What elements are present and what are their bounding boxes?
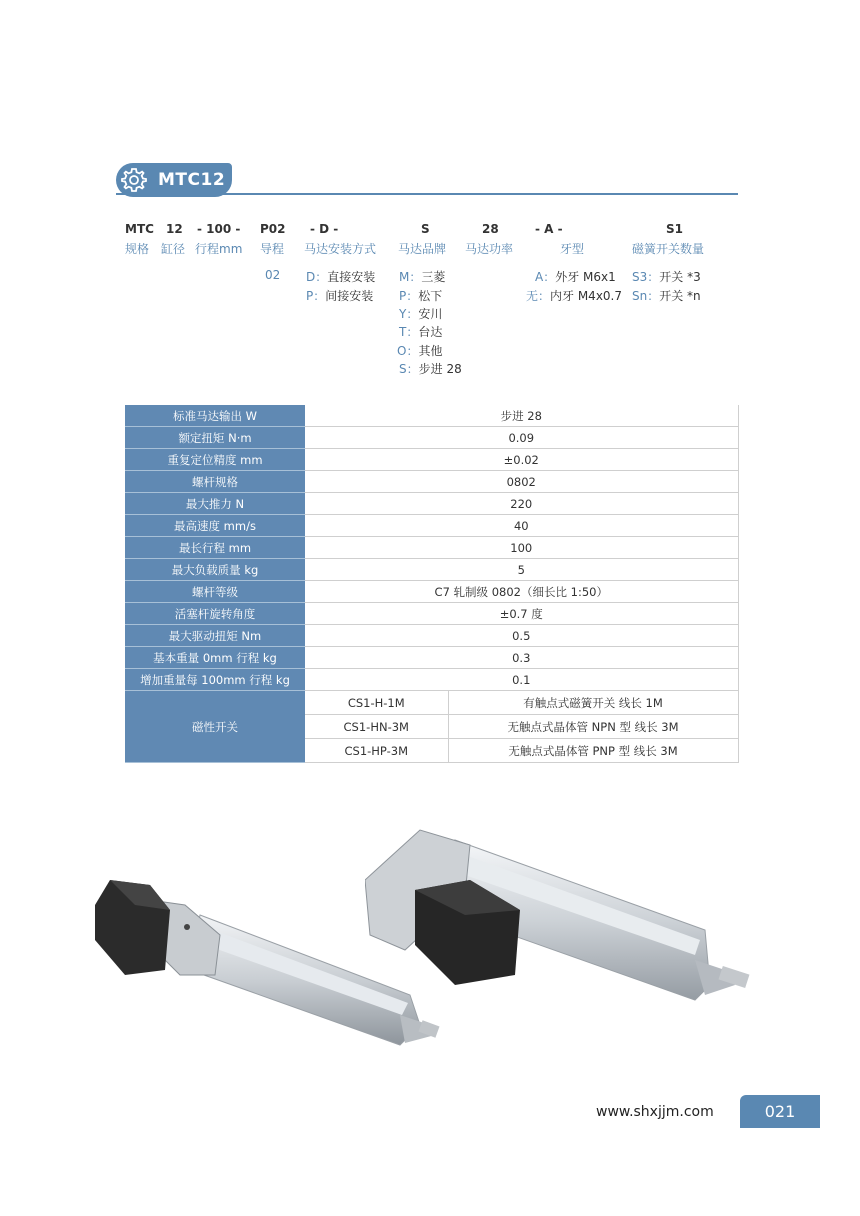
footer-url: www.shxjjm.com <box>596 1104 714 1120</box>
label-bore: 缸径 <box>161 242 186 256</box>
switch-description: 有触点式磁簧开关 线长 1M <box>448 691 738 715</box>
label-lead: 导程 <box>260 242 285 256</box>
label-thread: 牙型 <box>560 242 585 256</box>
spec-value: 40 <box>305 515 738 537</box>
spec-label: 增加重量每 100mm 行程 kg <box>125 669 305 691</box>
code-thread: - A - <box>535 222 563 236</box>
spec-value: 220 <box>305 493 738 515</box>
label-power: 马达功率 <box>465 242 514 256</box>
code-switch: S1 <box>666 222 683 236</box>
spec-value: 0.09 <box>305 427 738 449</box>
spec-value: 0.3 <box>305 647 738 669</box>
spec-value: C7 轧制级 0802（细长比 1:50） <box>305 581 738 603</box>
spec-label: 标准马达输出 W <box>125 405 305 427</box>
code-stroke: - 100 - <box>197 222 241 236</box>
option-brand-t: T：台达 <box>399 325 443 339</box>
spec-label: 最大驱动扭矩 Nm <box>125 625 305 647</box>
option-lead: 02 <box>265 268 281 282</box>
spec-row <box>125 559 738 581</box>
spec-row <box>125 537 738 559</box>
option-switch-s3: S3：开关 *3 <box>632 270 701 284</box>
spec-row <box>125 625 738 647</box>
option-switch-sn: Sn：开关 *n <box>632 289 701 303</box>
spec-row <box>125 603 738 625</box>
switch-model: CS1-HN-3M <box>305 715 448 739</box>
spec-row <box>125 515 738 537</box>
switch-description: 无触点式晶体管 NPN 型 线长 3M <box>448 715 738 739</box>
label-mount: 马达安装方式 <box>304 242 377 256</box>
code-bore: 12 <box>166 222 183 236</box>
code-brand: S <box>421 222 430 236</box>
spec-label: 最长行程 mm <box>125 537 305 559</box>
code-spec: MTC <box>125 222 154 236</box>
option-thread-a: A：外牙 M6x1 <box>535 270 616 284</box>
spec-row <box>125 471 738 493</box>
spec-value: 步进 28 <box>305 405 738 427</box>
code-lead: P02 <box>260 222 286 236</box>
spec-label: 基本重量 0mm 行程 kg <box>125 647 305 669</box>
spec-label: 最大负载质量 kg <box>125 559 305 581</box>
spec-value: ±0.7 度 <box>305 603 738 625</box>
spec-row <box>125 493 738 515</box>
switch-model: CS1-H-1M <box>305 691 448 715</box>
spec-row <box>125 669 738 691</box>
label-spec: 规格 <box>125 242 150 256</box>
spec-value: ±0.02 <box>305 449 738 471</box>
label-brand: 马达品牌 <box>398 242 447 256</box>
spec-value: 0802 <box>305 471 738 493</box>
gear-icon <box>120 166 148 194</box>
spec-row <box>125 581 738 603</box>
switch-model: CS1-HP-3M <box>305 739 448 763</box>
spec-label: 重复定位精度 mm <box>125 449 305 471</box>
switch-description: 无触点式晶体管 PNP 型 线长 3M <box>448 739 738 763</box>
switch-row <box>125 691 738 715</box>
spec-value: 100 <box>305 537 738 559</box>
spec-label: 活塞杆旋转角度 <box>125 603 305 625</box>
spec-label: 最高速度 mm/s <box>125 515 305 537</box>
page-title: MTC12 <box>158 170 226 190</box>
spec-row <box>125 449 738 471</box>
spec-row <box>125 647 738 669</box>
spec-value: 0.1 <box>305 669 738 691</box>
spec-label: 额定扭矩 N·m <box>125 427 305 449</box>
page-number: 021 <box>764 1102 796 1121</box>
spec-row <box>125 405 738 427</box>
spec-label: 螺杆等级 <box>125 581 305 603</box>
code-power: 28 <box>482 222 499 236</box>
label-stroke: 行程mm <box>195 242 243 256</box>
spec-value: 0.5 <box>305 625 738 647</box>
option-brand-o: O：其他 <box>397 344 443 358</box>
label-switch: 磁簧开关数量 <box>632 242 705 256</box>
switch-section-label: 磁性开关 <box>125 691 305 763</box>
spec-value: 5 <box>305 559 738 581</box>
spec-table <box>125 405 739 763</box>
option-brand-y: Y：安川 <box>399 307 443 321</box>
actuator-image-large <box>365 825 755 1015</box>
spec-row <box>125 427 738 449</box>
option-thread-none: 无：内牙 M4x0.7 <box>526 289 623 303</box>
option-brand-p: P：松下 <box>399 289 443 303</box>
option-brand-m: M：三菱 <box>399 270 446 284</box>
spec-label: 最大推力 N <box>125 493 305 515</box>
option-mount-p: P：间接安装 <box>306 289 374 303</box>
code-mount: - D - <box>310 222 339 236</box>
option-mount-d: D：直接安装 <box>306 270 376 284</box>
spec-label: 螺杆规格 <box>125 471 305 493</box>
option-brand-s: S：步进 28 <box>399 362 462 376</box>
